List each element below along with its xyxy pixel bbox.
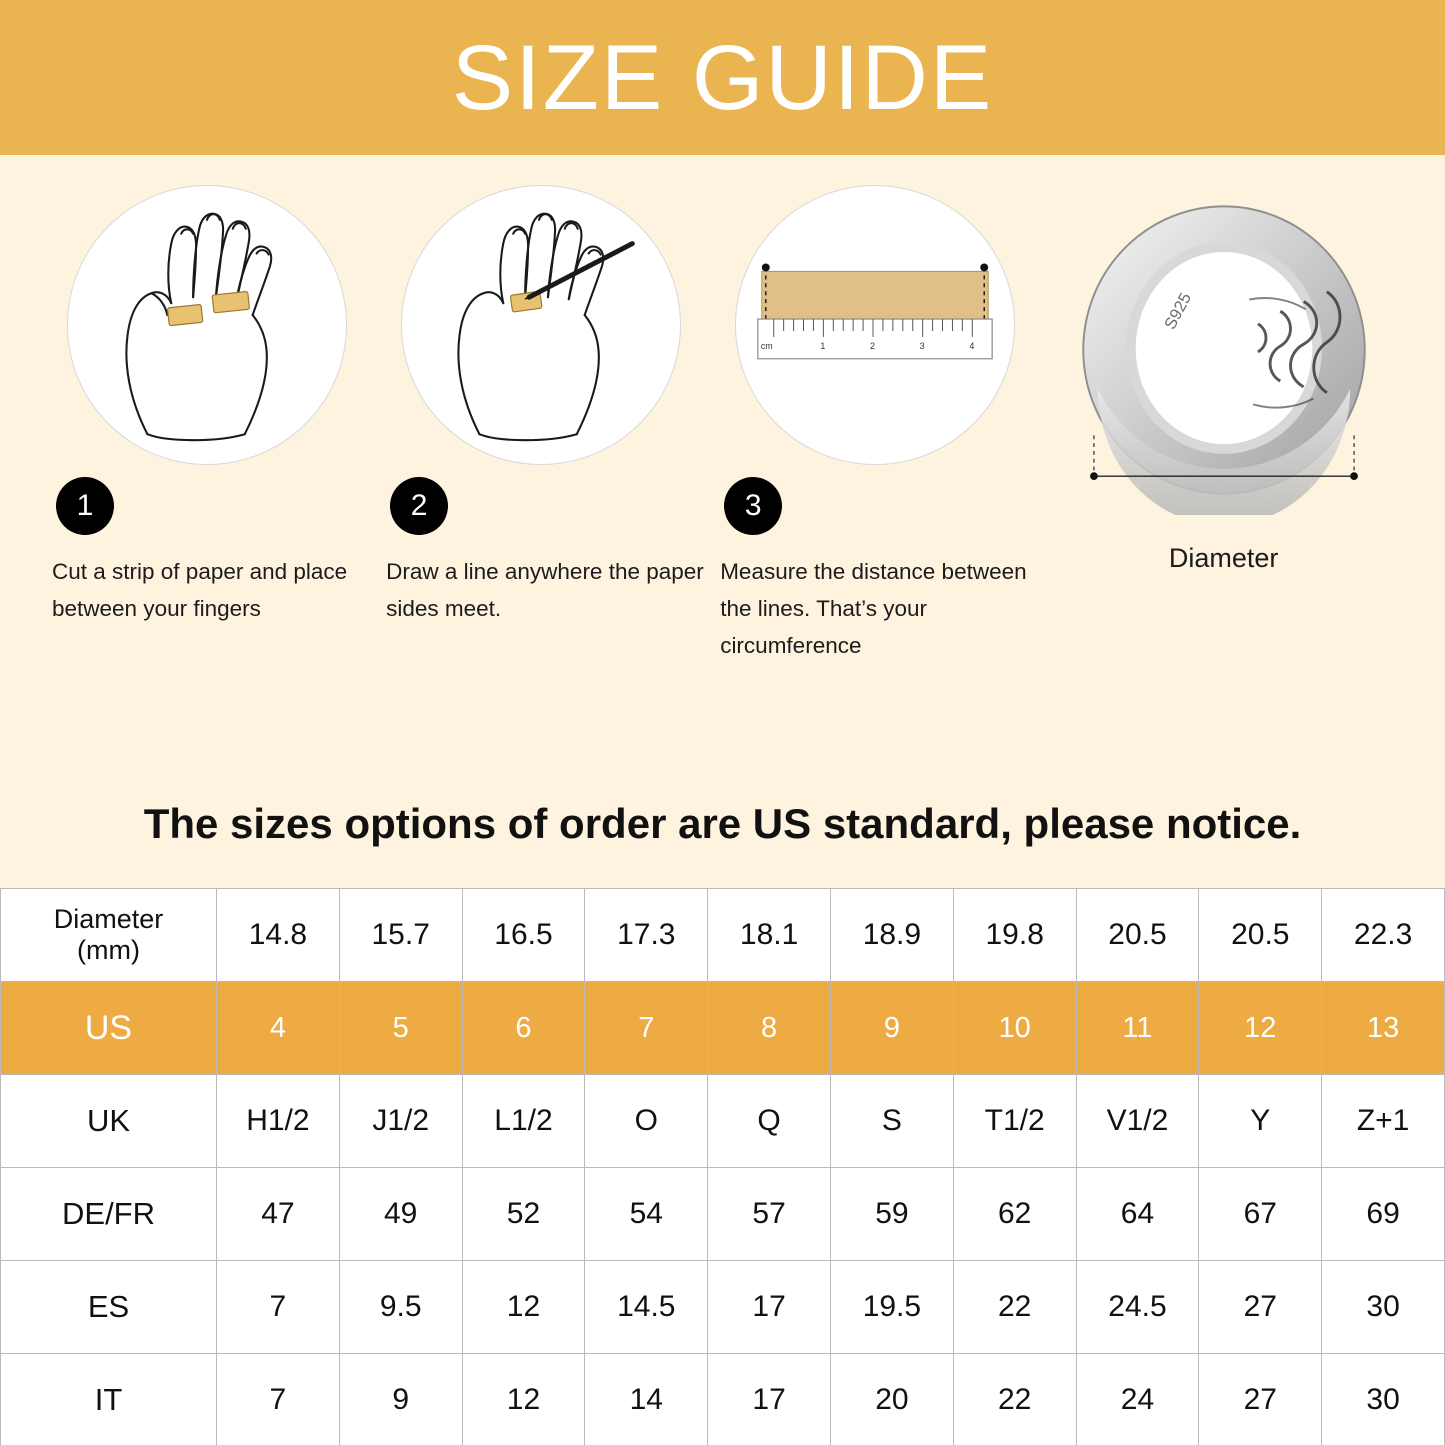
cell-es-0: 7 xyxy=(217,1261,340,1354)
cell-defr-0: 47 xyxy=(217,1168,340,1261)
cell-es-9: 30 xyxy=(1322,1261,1445,1354)
table-row-us xyxy=(1,982,1445,1075)
svg-text:4: 4 xyxy=(969,340,975,351)
cell-it-5: 20 xyxy=(830,1354,953,1445)
cell-it-4: 17 xyxy=(708,1354,831,1445)
cell-us-0: 4 xyxy=(217,982,340,1075)
step-description: Cut a strip of paper and place between your fingers xyxy=(52,559,348,622)
step-number-badge: 2 xyxy=(390,477,448,535)
cell-defr-2: 52 xyxy=(462,1168,585,1261)
cell-defr-4: 57 xyxy=(708,1168,831,1261)
cell-es-5: 19.5 xyxy=(830,1261,953,1354)
cell-es-4: 17 xyxy=(708,1261,831,1354)
ring-illustration xyxy=(1042,185,1405,573)
table-row-it xyxy=(1,1354,1445,1445)
cell-uk-4: Q xyxy=(708,1075,831,1168)
cell-es-8: 27 xyxy=(1199,1261,1322,1354)
cell-it-7: 24 xyxy=(1076,1354,1199,1445)
cell-it-8: 27 xyxy=(1199,1354,1322,1445)
cell-defr-9: 69 xyxy=(1322,1168,1445,1261)
cell-uk-7: V1/2 xyxy=(1076,1075,1199,1168)
row-header-it: IT xyxy=(1,1354,217,1445)
cell-diameter-1: 15.7 xyxy=(339,889,462,982)
cell-defr-8: 67 xyxy=(1199,1168,1322,1261)
svg-text:3: 3 xyxy=(919,340,925,351)
cell-diameter-4: 18.1 xyxy=(708,889,831,982)
cell-diameter-2: 16.5 xyxy=(462,889,585,982)
svg-text:cm: cm xyxy=(761,340,773,351)
svg-text:2: 2 xyxy=(870,340,876,351)
cell-uk-6: T1/2 xyxy=(953,1075,1076,1168)
row-header-uk: UK xyxy=(1,1075,217,1168)
cell-uk-3: O xyxy=(585,1075,708,1168)
silver-ring-icon xyxy=(1059,185,1389,515)
ring-stamp: S925 xyxy=(1160,289,1195,333)
cell-uk-2: L1/2 xyxy=(462,1075,585,1168)
svg-text:1: 1 xyxy=(820,340,826,351)
cell-us-5: 9 xyxy=(830,982,953,1075)
cell-us-8: 12 xyxy=(1199,982,1322,1075)
cell-us-2: 6 xyxy=(462,982,585,1075)
cell-it-1: 9 xyxy=(339,1354,462,1445)
cell-it-6: 22 xyxy=(953,1354,1076,1445)
step-description: Draw a line anywhere the paper sides meet. xyxy=(386,559,704,622)
table-row-uk xyxy=(1,1075,1445,1168)
row-header-es: ES xyxy=(1,1261,217,1354)
cell-diameter-7: 20.5 xyxy=(1076,889,1199,982)
cell-es-6: 22 xyxy=(953,1261,1076,1354)
row-header-defr: DE/FR xyxy=(1,1168,217,1261)
cell-us-3: 7 xyxy=(585,982,708,1075)
row-header-us: US xyxy=(1,982,217,1075)
cell-uk-8: Y xyxy=(1199,1075,1322,1168)
hand-with-paper-strip-icon xyxy=(67,185,347,465)
step-number-badge: 1 xyxy=(56,477,114,535)
notice-text: The sizes options of order are US standard, please notice. xyxy=(143,800,1302,847)
diameter-label: Diameter xyxy=(1168,543,1279,573)
size-conversion-table xyxy=(0,888,1445,1445)
row-header-diameter: Diameter (mm) xyxy=(1,889,217,982)
steps-row xyxy=(0,155,1445,659)
table-row-es xyxy=(1,1261,1445,1354)
cell-it-3: 14 xyxy=(585,1354,708,1445)
header-banner xyxy=(0,0,1445,155)
cell-defr-3: 54 xyxy=(585,1168,708,1261)
step-2 xyxy=(374,185,708,622)
cell-uk-0: H1/2 xyxy=(217,1075,340,1168)
step-1 xyxy=(40,185,374,622)
cell-us-4: 8 xyxy=(708,982,831,1075)
cell-defr-5: 59 xyxy=(830,1168,953,1261)
cell-diameter-5: 18.9 xyxy=(830,889,953,982)
cell-defr-7: 64 xyxy=(1076,1168,1199,1261)
cell-it-0: 7 xyxy=(217,1354,340,1445)
cell-diameter-6: 19.8 xyxy=(953,889,1076,982)
cell-us-7: 11 xyxy=(1076,982,1199,1075)
cell-defr-1: 49 xyxy=(339,1168,462,1261)
cell-uk-1: J1/2 xyxy=(339,1075,462,1168)
cell-us-9: 13 xyxy=(1322,982,1445,1075)
step-number-badge: 3 xyxy=(724,477,782,535)
cell-es-7: 24.5 xyxy=(1076,1261,1199,1354)
cell-es-2: 12 xyxy=(462,1261,585,1354)
cell-es-3: 14.5 xyxy=(585,1261,708,1354)
cell-diameter-9: 22.3 xyxy=(1322,889,1445,982)
table-row-diameter xyxy=(1,889,1445,982)
step-description: Measure the distance between the lines. That’s your circumference xyxy=(720,559,1027,659)
cell-es-1: 9.5 xyxy=(339,1261,462,1354)
cell-it-9: 30 xyxy=(1322,1354,1445,1445)
page-title: SIZE GUIDE xyxy=(451,26,994,129)
cell-diameter-3: 17.3 xyxy=(585,889,708,982)
cell-diameter-8: 20.5 xyxy=(1199,889,1322,982)
step-3 xyxy=(708,185,1042,659)
hand-with-pen-icon xyxy=(401,185,681,465)
cell-us-6: 10 xyxy=(953,982,1076,1075)
cell-uk-9: Z+1 xyxy=(1322,1075,1445,1168)
cell-uk-5: S xyxy=(830,1075,953,1168)
table-row-defr xyxy=(1,1168,1445,1261)
cell-it-2: 12 xyxy=(462,1354,585,1445)
cell-diameter-0: 14.8 xyxy=(217,889,340,982)
ruler-measuring-icon xyxy=(735,185,1015,465)
cell-us-1: 5 xyxy=(339,982,462,1075)
cell-defr-6: 62 xyxy=(953,1168,1076,1261)
